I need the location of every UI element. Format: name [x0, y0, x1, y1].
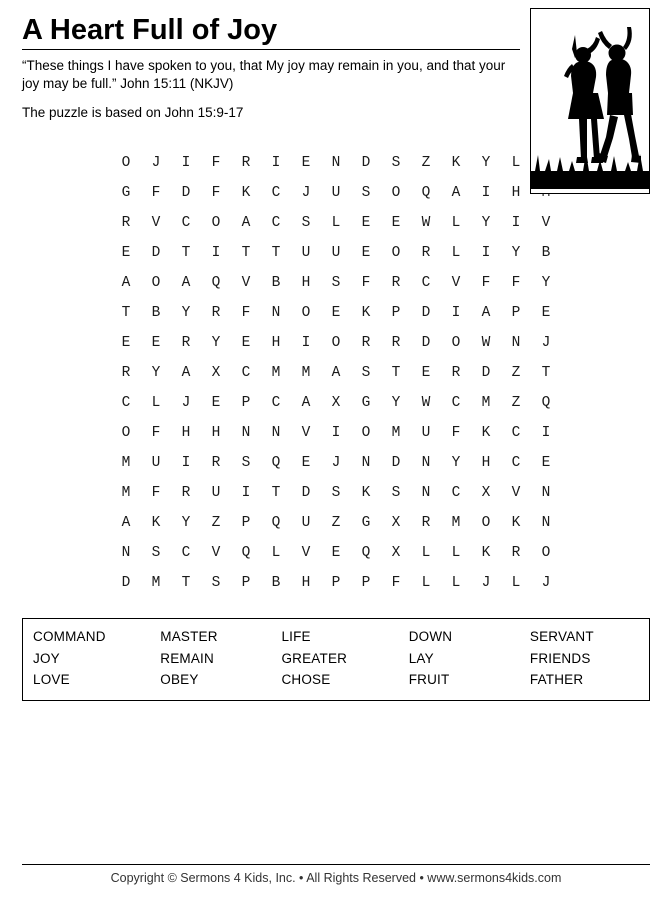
grid-cell: C — [511, 454, 521, 471]
grid-cell: S — [331, 484, 341, 501]
grid-cell: O — [301, 304, 311, 321]
grid-cell: P — [391, 304, 401, 321]
grid-cell: E — [541, 454, 551, 471]
grid-row — [111, 538, 561, 568]
illustration-frame — [530, 8, 650, 194]
grid-cell: V — [541, 214, 551, 231]
grid-cell: I — [481, 244, 491, 261]
grid-cell: A — [481, 304, 491, 321]
grid-cell: D — [361, 154, 371, 171]
grid-cell: N — [241, 424, 251, 441]
copyright-text: Copyright © Sermons 4 Kids, Inc. • All Rights Reserved • www.sermons4kids.com — [110, 871, 562, 885]
grid-cell: R — [211, 304, 221, 321]
grid-row — [111, 178, 561, 208]
title-divider — [22, 49, 520, 50]
grid-cell: E — [421, 364, 431, 381]
grid-cell: O — [541, 544, 551, 561]
grid-cell: K — [511, 514, 521, 531]
grid-cell: E — [541, 304, 551, 321]
grid-cell: U — [331, 184, 341, 201]
word-search-grid — [111, 148, 561, 598]
grid-cell: F — [511, 274, 521, 291]
word-list-item: COMMAND — [33, 628, 106, 644]
grid-cell: K — [481, 424, 491, 441]
grid-cell: H — [481, 454, 491, 471]
grid-cell: G — [361, 514, 371, 531]
grid-cell: L — [421, 544, 431, 561]
word-list-box — [22, 618, 650, 701]
word-list-table — [33, 626, 639, 691]
grid-cell: R — [121, 364, 131, 381]
grid-cell: L — [331, 214, 341, 231]
grid-cell: L — [421, 574, 431, 591]
grid-cell: F — [151, 184, 161, 201]
grid-cell: X — [481, 484, 491, 501]
grid-cell: J — [151, 154, 161, 171]
grid-cell: C — [511, 424, 521, 441]
grid-cell: O — [391, 244, 401, 261]
grid-cell: B — [271, 274, 281, 291]
grid-cell: F — [211, 184, 221, 201]
grid-cell: D — [121, 574, 131, 591]
grid-cell: X — [391, 514, 401, 531]
grid-cell: M — [391, 424, 401, 441]
grid-cell: N — [361, 454, 371, 471]
grid-cell: O — [361, 424, 371, 441]
grid-cell: E — [211, 394, 221, 411]
grid-cell: P — [511, 304, 521, 321]
grid-cell: M — [481, 394, 491, 411]
grid-cell: S — [301, 214, 311, 231]
grid-cell: L — [451, 574, 461, 591]
grid-cell: U — [151, 454, 161, 471]
grid-row — [111, 418, 561, 448]
grid-cell: V — [301, 544, 311, 561]
grid-cell: K — [151, 514, 161, 531]
grid-cell: K — [241, 184, 251, 201]
grid-cell: D — [301, 484, 311, 501]
grid-cell: E — [391, 214, 401, 231]
grid-cell: Y — [481, 214, 491, 231]
grid-cell: F — [391, 574, 401, 591]
grid-cell: R — [421, 244, 431, 261]
grid-cell: X — [211, 364, 221, 381]
grid-cell: D — [151, 244, 161, 261]
word-list-row — [33, 648, 639, 670]
grid-cell: Y — [541, 274, 551, 291]
grid-cell: O — [121, 154, 131, 171]
grid-cell: B — [151, 304, 161, 321]
grid-cell: I — [241, 484, 251, 501]
grid-cell: J — [331, 454, 341, 471]
grid-cell: J — [181, 394, 191, 411]
word-list-item: GREATER — [281, 650, 348, 666]
grid-cell: E — [361, 214, 371, 231]
grid-cell: Y — [211, 334, 221, 351]
grid-cell: D — [421, 334, 431, 351]
grid-cell: V — [511, 484, 521, 501]
grid-cell: Z — [331, 514, 341, 531]
grid-cell: H — [211, 424, 221, 441]
grid-cell: F — [151, 424, 161, 441]
word-list-item: FATHER — [529, 672, 584, 688]
grid-cell: Y — [391, 394, 401, 411]
grid-cell: Q — [541, 394, 551, 411]
grid-cell: Q — [421, 184, 431, 201]
grid-cell: I — [301, 334, 311, 351]
grid-cell: Z — [511, 394, 521, 411]
grid-cell: P — [241, 574, 251, 591]
grid-cell: R — [451, 364, 461, 381]
grid-cell: L — [151, 394, 161, 411]
grid-cell: Z — [511, 364, 521, 381]
grid-cell: M — [121, 454, 131, 471]
grid-cell: K — [361, 304, 371, 321]
grid-cell: D — [181, 184, 191, 201]
grid-cell: Y — [151, 364, 161, 381]
grid-cell: C — [451, 484, 461, 501]
grid-cell: B — [541, 244, 551, 261]
grid-cell: K — [451, 154, 461, 171]
grid-cell: Q — [271, 454, 281, 471]
grid-cell: M — [121, 484, 131, 501]
grid-cell: O — [211, 214, 221, 231]
grid-cell: E — [121, 244, 131, 261]
grid-cell: Y — [481, 154, 491, 171]
grid-cell: N — [121, 544, 131, 561]
grid-cell: D — [481, 364, 491, 381]
grid-cell: R — [421, 514, 431, 531]
word-list-item: OBEY — [160, 672, 199, 688]
grid-cell: R — [391, 274, 401, 291]
scripture-verse: “These things I have spoken to you, that My joy may remain in you, and that your joy may be full.” John 15:11 (NKJV) — [22, 58, 506, 92]
grid-cell: E — [121, 334, 131, 351]
grid-cell: N — [331, 154, 341, 171]
grid-cell: J — [301, 184, 311, 201]
grid-cell: U — [331, 244, 341, 261]
grid-cell: A — [181, 364, 191, 381]
grid-cell: F — [361, 274, 371, 291]
grid-cell: I — [211, 244, 221, 261]
grid-cell: T — [541, 364, 551, 381]
grid-cell: P — [331, 574, 341, 591]
grid-cell: U — [211, 484, 221, 501]
word-list-item: REMAIN — [160, 650, 214, 666]
footer — [0, 864, 672, 885]
word-list-item: FRUIT — [408, 672, 450, 688]
grid-cell: Q — [211, 274, 221, 291]
grid-row — [111, 388, 561, 418]
grid-cell: Z — [211, 514, 221, 531]
grid-row — [111, 208, 561, 238]
grid-cell: N — [421, 484, 431, 501]
grid-cell: E — [361, 244, 371, 261]
word-search-grid-wrapper — [0, 148, 672, 598]
word-list-item: LOVE — [33, 672, 70, 688]
grid-cell: Q — [241, 544, 251, 561]
grid-cell: D — [391, 454, 401, 471]
grid-cell: T — [121, 304, 131, 321]
grid-cell: J — [481, 574, 491, 591]
grid-cell: V — [451, 274, 461, 291]
word-list-item: FRIENDS — [529, 650, 591, 666]
grid-cell: X — [391, 544, 401, 561]
grid-cell: H — [301, 274, 311, 291]
grid-cell: I — [511, 214, 521, 231]
grid-cell: C — [271, 214, 281, 231]
grid-row — [111, 148, 561, 178]
grid-cell: L — [451, 544, 461, 561]
grid-cell: Y — [181, 304, 191, 321]
grid-row — [111, 298, 561, 328]
grid-cell: V — [301, 424, 311, 441]
grid-cell: C — [181, 544, 191, 561]
grid-cell: C — [181, 214, 191, 231]
grid-cell: F — [151, 484, 161, 501]
grid-cell: R — [211, 454, 221, 471]
grid-cell: I — [451, 304, 461, 321]
grid-cell: E — [331, 304, 341, 321]
grid-cell: E — [151, 334, 161, 351]
grid-cell: L — [511, 574, 521, 591]
grid-cell: E — [331, 544, 341, 561]
grid-cell: S — [211, 574, 221, 591]
grid-cell: A — [121, 274, 131, 291]
grid-cell: E — [241, 334, 251, 351]
grid-cell: R — [121, 214, 131, 231]
grid-cell: S — [391, 484, 401, 501]
grid-cell: Y — [451, 454, 461, 471]
grid-cell: S — [361, 184, 371, 201]
grid-cell: S — [151, 544, 161, 561]
grid-cell: J — [541, 334, 551, 351]
grid-row — [111, 568, 561, 598]
grid-cell: B — [271, 574, 281, 591]
grid-cell: W — [481, 334, 491, 351]
grid-cell: C — [421, 274, 431, 291]
grid-cell: V — [241, 274, 251, 291]
word-list-item: LAY — [408, 650, 434, 666]
grid-cell: C — [121, 394, 131, 411]
grid-row — [111, 328, 561, 358]
grid-cell: J — [541, 574, 551, 591]
grid-cell: O — [481, 514, 491, 531]
word-list-item: JOY — [33, 650, 60, 666]
grid-cell: Y — [181, 514, 191, 531]
grid-cell: Q — [271, 514, 281, 531]
grid-cell: I — [181, 154, 191, 171]
grid-cell: S — [361, 364, 371, 381]
grid-cell: S — [331, 274, 341, 291]
grid-cell: O — [391, 184, 401, 201]
grid-cell: N — [541, 514, 551, 531]
grid-cell: N — [421, 454, 431, 471]
grid-cell: X — [331, 394, 341, 411]
grid-cell: R — [241, 154, 251, 171]
grid-cell: N — [271, 304, 281, 321]
grid-cell: O — [151, 274, 161, 291]
grid-row — [111, 508, 561, 538]
grid-cell: I — [481, 184, 491, 201]
grid-cell: F — [481, 274, 491, 291]
grid-cell: A — [241, 214, 251, 231]
grid-cell: M — [301, 364, 311, 381]
grid-cell: I — [541, 424, 551, 441]
grid-cell: E — [301, 154, 311, 171]
grid-cell: L — [451, 214, 461, 231]
grid-cell: P — [241, 394, 251, 411]
grid-cell: V — [211, 544, 221, 561]
grid-cell: L — [271, 544, 281, 561]
grid-cell: O — [331, 334, 341, 351]
grid-cell: A — [451, 184, 461, 201]
grid-cell: N — [271, 424, 281, 441]
grid-cell: V — [151, 214, 161, 231]
grid-cell: T — [391, 364, 401, 381]
grid-row — [111, 478, 561, 508]
word-list-item: DOWN — [408, 628, 453, 644]
grid-cell: R — [361, 334, 371, 351]
grid-cell: I — [181, 454, 191, 471]
word-list-row — [33, 626, 639, 648]
grid-cell: F — [451, 424, 461, 441]
grid-cell: H — [181, 424, 191, 441]
grid-cell: T — [181, 574, 191, 591]
grid-cell: P — [361, 574, 371, 591]
grid-cell: R — [391, 334, 401, 351]
grid-cell: U — [301, 514, 311, 531]
grid-row — [111, 448, 561, 478]
grid-cell: D — [421, 304, 431, 321]
grid-row — [111, 268, 561, 298]
word-list-row — [33, 669, 639, 691]
grid-cell: O — [451, 334, 461, 351]
grid-cell: C — [271, 394, 281, 411]
grid-cell: E — [301, 454, 311, 471]
word-list-item: CHOSE — [281, 672, 331, 688]
grid-row — [111, 238, 561, 268]
grid-cell: F — [211, 154, 221, 171]
grid-cell: U — [301, 244, 311, 261]
word-list-item: LIFE — [281, 628, 311, 644]
grid-cell: A — [301, 394, 311, 411]
grid-cell: G — [361, 394, 371, 411]
grid-cell: F — [241, 304, 251, 321]
grid-cell: A — [331, 364, 341, 381]
jumping-children-icon — [531, 9, 649, 193]
grid-cell: P — [241, 514, 251, 531]
grid-cell: R — [511, 544, 521, 561]
grid-cell: R — [181, 484, 191, 501]
grid-cell: S — [241, 454, 251, 471]
grid-cell: Y — [511, 244, 521, 261]
grid-cell: Z — [421, 154, 431, 171]
grid-cell: T — [271, 484, 281, 501]
grid-cell: M — [271, 364, 281, 381]
grid-cell: I — [271, 154, 281, 171]
grid-cell: G — [121, 184, 131, 201]
grid-cell: K — [481, 544, 491, 561]
grid-cell: H — [271, 334, 281, 351]
grid-cell: R — [181, 334, 191, 351]
grid-cell: W — [421, 394, 431, 411]
word-list-item: MASTER — [160, 628, 218, 644]
grid-cell: Q — [361, 544, 371, 561]
grid-cell: H — [301, 574, 311, 591]
grid-row — [111, 358, 561, 388]
grid-cell: N — [541, 484, 551, 501]
grid-cell: M — [151, 574, 161, 591]
grid-cell: W — [421, 214, 431, 231]
grid-cell: O — [121, 424, 131, 441]
grid-cell: U — [421, 424, 431, 441]
footer-divider — [22, 864, 650, 865]
grid-cell: T — [181, 244, 191, 261]
page-title: A Heart Full of Joy — [22, 14, 278, 46]
grid-cell: H — [511, 184, 521, 201]
grid-cell: C — [271, 184, 281, 201]
grid-cell: T — [271, 244, 281, 261]
grid-cell: C — [241, 364, 251, 381]
grid-cell: T — [241, 244, 251, 261]
grid-cell: A — [181, 274, 191, 291]
grid-cell: S — [391, 154, 401, 171]
grid-cell: A — [121, 514, 131, 531]
word-list-item: SERVANT — [529, 628, 594, 644]
grid-cell: N — [511, 334, 521, 351]
grid-cell: K — [361, 484, 371, 501]
puzzle-basis-note: The puzzle is based on John 15:9-17 — [22, 104, 244, 120]
grid-cell: C — [451, 394, 461, 411]
grid-cell: L — [511, 154, 521, 171]
grid-cell: M — [451, 514, 461, 531]
grid-cell: L — [451, 244, 461, 261]
grid-cell: I — [331, 424, 341, 441]
